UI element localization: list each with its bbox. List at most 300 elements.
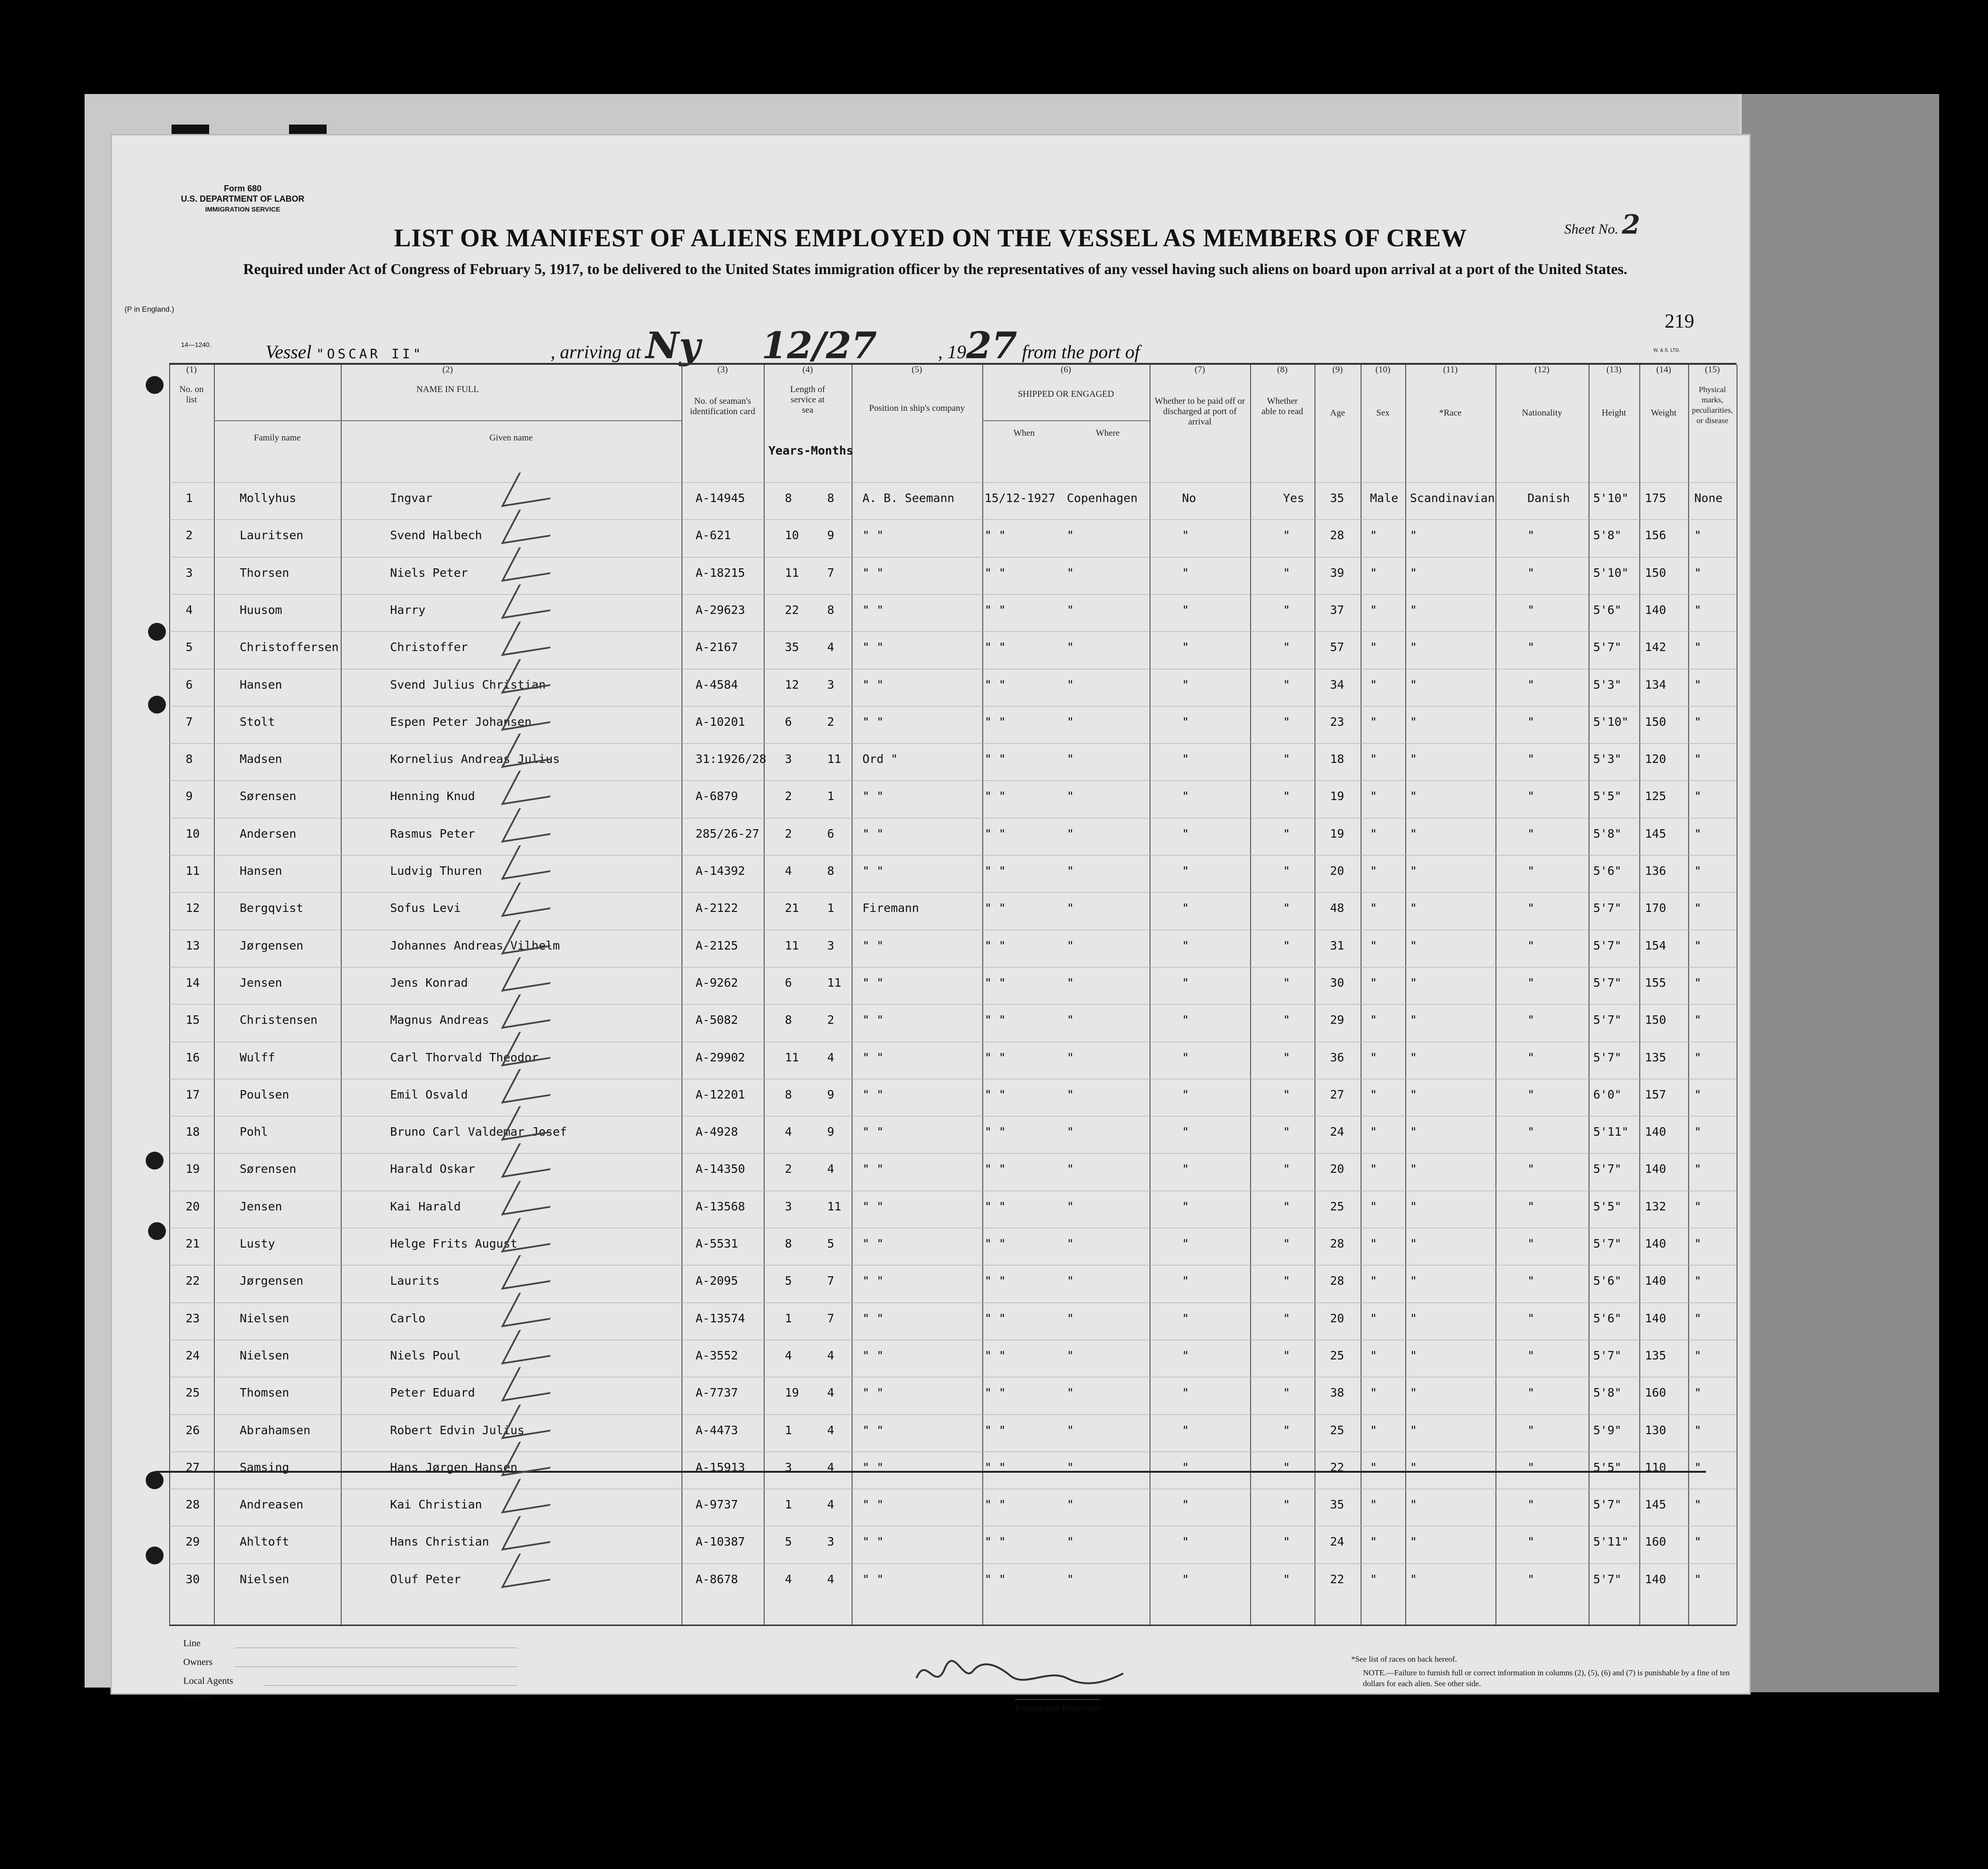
cell-card: A-8678 xyxy=(696,1572,738,1586)
cell-given: Rasmus Peter xyxy=(390,826,475,840)
cell-marks: " xyxy=(1694,1162,1702,1176)
cell-no: 2 xyxy=(186,528,193,542)
cell-nat: " xyxy=(1527,1423,1535,1437)
cell-height: 5'10" xyxy=(1593,715,1629,729)
cell-sex: " xyxy=(1370,640,1378,654)
cell-when: " " xyxy=(985,1274,1006,1288)
cell-where: " xyxy=(1067,752,1074,766)
table-row xyxy=(169,1452,1737,1489)
cell-given: Niels Peter xyxy=(390,565,468,580)
cell-pos: " " xyxy=(862,1199,884,1213)
cell-sex: " xyxy=(1370,1386,1378,1400)
cell-pos: " " xyxy=(862,1050,884,1064)
cell-read: " xyxy=(1283,826,1291,840)
cell-yrs: 3 xyxy=(785,1460,792,1474)
cell-race: " xyxy=(1410,1050,1417,1064)
cell-nat: " xyxy=(1527,1274,1535,1288)
cell-yrs: 1 xyxy=(785,1311,792,1325)
cell-sex: " xyxy=(1370,938,1378,952)
cell-age: 24 xyxy=(1330,1125,1345,1139)
cell-paid: " xyxy=(1182,1535,1190,1549)
cell-no: 23 xyxy=(186,1311,200,1325)
cell-paid: " xyxy=(1182,975,1190,989)
cell-paid: " xyxy=(1182,1386,1190,1400)
cell-nat: " xyxy=(1527,565,1535,580)
cell-card: A-3552 xyxy=(696,1348,738,1362)
cell-weight: 130 xyxy=(1645,1423,1667,1437)
cell-when: " " xyxy=(985,528,1006,542)
cell-no: 27 xyxy=(186,1460,200,1474)
cell-where: " xyxy=(1067,1572,1074,1586)
cell-race: " xyxy=(1410,1386,1417,1400)
cell-pos: " " xyxy=(862,677,884,691)
cell-no: 22 xyxy=(186,1274,200,1288)
cell-yrs: 6 xyxy=(785,975,792,989)
cell-read: " xyxy=(1283,715,1291,729)
cell-mos: 9 xyxy=(827,528,835,542)
cell-mos: 1 xyxy=(827,789,835,803)
table-row xyxy=(169,1116,1737,1154)
cell-pos: " " xyxy=(862,603,884,617)
cell-race: " xyxy=(1410,1460,1417,1474)
cell-family: Andersen xyxy=(240,826,297,840)
cell-read: " xyxy=(1283,1162,1291,1176)
cell-race: " xyxy=(1410,1498,1417,1512)
cell-no: 15 xyxy=(186,1013,200,1027)
cell-nat: " xyxy=(1527,1460,1535,1474)
cell-weight: 140 xyxy=(1645,1237,1667,1250)
header-no: (1) No. on list xyxy=(179,365,204,405)
cell-sex: " xyxy=(1370,1572,1378,1586)
cell-sex: " xyxy=(1370,1460,1378,1474)
cell-weight: 160 xyxy=(1645,1535,1667,1549)
cell-given: Emil Osvald xyxy=(390,1087,468,1101)
cell-height: 5'3" xyxy=(1593,752,1622,766)
table-row xyxy=(169,482,1737,520)
cell-no: 29 xyxy=(186,1535,200,1549)
cell-marks: " xyxy=(1694,603,1702,617)
cell-pos: " " xyxy=(862,1087,884,1101)
cell-marks: " xyxy=(1694,1386,1702,1400)
cell-pos: " " xyxy=(862,528,884,542)
cell-yrs: 10 xyxy=(785,528,799,542)
cell-where: " xyxy=(1067,1386,1074,1400)
cell-sex: " xyxy=(1370,1535,1378,1549)
department: U.S. DEPARTMENT OF LABOR xyxy=(181,194,305,204)
cell-marks: " xyxy=(1694,1498,1702,1512)
table-row xyxy=(169,669,1737,707)
footer-code: 14—1240. xyxy=(183,1695,211,1702)
cell-family: Nielsen xyxy=(240,1311,290,1325)
header-name: (2) NAME IN FULL xyxy=(416,365,479,394)
cell-paid: " xyxy=(1182,1572,1190,1586)
cell-yrs: 22 xyxy=(785,603,799,617)
cell-race: " xyxy=(1410,1348,1417,1362)
cell-given: Jens Konrad xyxy=(390,975,468,989)
cell-given: Hans Jørgen Hansen xyxy=(390,1460,517,1474)
service: IMMIGRATION SERVICE xyxy=(205,205,281,213)
cell-mos: 8 xyxy=(827,864,835,878)
cell-read: " xyxy=(1283,789,1291,803)
cell-paid: " xyxy=(1182,1050,1190,1064)
cell-race: " xyxy=(1410,1535,1417,1549)
cell-weight: 134 xyxy=(1645,677,1667,691)
cell-marks: " xyxy=(1694,789,1702,803)
cell-mos: 4 xyxy=(827,1386,835,1400)
cell-no: 14 xyxy=(186,975,200,989)
cell-paid: " xyxy=(1182,1274,1190,1288)
header-marks: (15) Physical marks, peculiarities, or disease xyxy=(1691,365,1733,425)
cell-family: Pohl xyxy=(240,1125,268,1139)
cell-height: 5'7" xyxy=(1593,938,1622,952)
cell-yrs: 4 xyxy=(785,1348,792,1362)
page-title: LIST OR MANIFEST OF ALIENS EMPLOYED ON THE VESSEL AS MEMBERS OF CREW xyxy=(394,224,1467,252)
arrival-date: 12/27 xyxy=(761,324,877,367)
strike-through xyxy=(155,1471,1706,1473)
cell-yrs: 12 xyxy=(785,677,799,691)
cell-pos: " " xyxy=(862,715,884,729)
cell-given: Harald Oskar xyxy=(390,1162,475,1176)
cell-weight: 135 xyxy=(1645,1348,1667,1362)
cell-mos: 4 xyxy=(827,1460,835,1474)
cell-nat: " xyxy=(1527,528,1535,542)
cell-yrs: 6 xyxy=(785,715,792,729)
cell-race: " xyxy=(1410,1125,1417,1139)
arriving-label: , arriving at xyxy=(550,341,641,362)
check-mark-icon xyxy=(501,465,568,507)
cell-paid: " xyxy=(1182,864,1190,878)
cell-age: 24 xyxy=(1330,1535,1345,1549)
cell-height: 5'7" xyxy=(1593,1013,1622,1027)
table-row xyxy=(169,557,1737,595)
cell-read: " xyxy=(1283,1125,1291,1139)
cell-yrs: 5 xyxy=(785,1274,792,1288)
cell-given: Niels Poul xyxy=(390,1348,461,1362)
cell-sex: " xyxy=(1370,1125,1378,1139)
cell-given: Svend Halbech xyxy=(390,528,482,542)
cell-height: 5'7" xyxy=(1593,1572,1622,1586)
cell-age: 31 xyxy=(1330,938,1345,952)
arriving-port: Ny xyxy=(645,324,701,367)
cell-where: " xyxy=(1067,640,1074,654)
cell-pos: " " xyxy=(862,826,884,840)
cell-race: " xyxy=(1410,565,1417,580)
cell-given: Laurits xyxy=(390,1274,440,1288)
cell-where: " xyxy=(1067,789,1074,803)
cell-sex: " xyxy=(1370,1423,1378,1437)
cell-pos: " " xyxy=(862,1311,884,1325)
cell-mos: 11 xyxy=(827,1199,842,1213)
cell-mos: 7 xyxy=(827,1311,835,1325)
cell-no: 10 xyxy=(186,826,200,840)
cell-age: 20 xyxy=(1330,1311,1345,1325)
cell-pos: " " xyxy=(862,1535,884,1549)
cell-family: Thomsen xyxy=(240,1386,290,1400)
cell-where: " xyxy=(1067,975,1074,989)
cell-height: 5'11" xyxy=(1593,1125,1629,1139)
cell-sex: " xyxy=(1370,677,1378,691)
cell-race: " xyxy=(1410,901,1417,915)
cell-marks: " xyxy=(1694,938,1702,952)
cell-mos: 2 xyxy=(827,1013,835,1027)
cell-family: Mollyhus xyxy=(240,491,297,505)
cell-paid: " xyxy=(1182,1013,1190,1027)
cell-card: A-4584 xyxy=(696,677,738,691)
cell-when: " " xyxy=(985,640,1006,654)
cell-mos: 7 xyxy=(827,1274,835,1288)
cell-no: 5 xyxy=(186,640,193,654)
cell-pos: " " xyxy=(862,1498,884,1512)
cell-no: 21 xyxy=(186,1237,200,1250)
cell-yrs: 5 xyxy=(785,1535,792,1549)
printer-mark: W. & S. LTD. xyxy=(1653,348,1680,353)
cell-age: 30 xyxy=(1330,975,1345,989)
cell-paid: " xyxy=(1182,528,1190,542)
cell-family: Ahltoft xyxy=(240,1535,290,1549)
cell-paid: " xyxy=(1182,1087,1190,1101)
table-row xyxy=(169,780,1737,818)
cell-marks: " xyxy=(1694,1535,1702,1549)
cell-family: Jørgensen xyxy=(240,1274,304,1288)
year-label: , 19 xyxy=(938,341,966,362)
cell-height: 5'7" xyxy=(1593,901,1622,915)
cell-height: 5'7" xyxy=(1593,1498,1622,1512)
cell-race: " xyxy=(1410,826,1417,840)
cell-age: 25 xyxy=(1330,1199,1345,1213)
cell-paid: " xyxy=(1182,603,1190,617)
cell-when: " " xyxy=(985,715,1006,729)
arrival-year: 27 xyxy=(966,324,1017,367)
cell-family: Jensen xyxy=(240,975,282,989)
cell-given: Christoffer xyxy=(390,640,468,654)
cell-height: 5'5" xyxy=(1593,1460,1622,1474)
cell-weight: 150 xyxy=(1645,715,1667,729)
header-sex: (10) Sex xyxy=(1375,365,1391,418)
cell-family: Jensen xyxy=(240,1199,282,1213)
cell-when: 15/12-1927 xyxy=(985,491,1056,505)
cell-sex: " xyxy=(1370,528,1378,542)
cell-no: 19 xyxy=(186,1162,200,1176)
cell-weight: 140 xyxy=(1645,1162,1667,1176)
cell-read: " xyxy=(1283,565,1291,580)
cell-weight: 140 xyxy=(1645,603,1667,617)
cell-paid: " xyxy=(1182,901,1190,915)
header-weight: (14) Weight xyxy=(1651,365,1677,418)
cell-yrs: 2 xyxy=(785,1162,792,1176)
cell-race: " xyxy=(1410,528,1417,542)
cell-race: " xyxy=(1410,1013,1417,1027)
cell-yrs: 35 xyxy=(785,640,799,654)
cell-weight: 136 xyxy=(1645,864,1667,878)
cell-where: " xyxy=(1067,826,1074,840)
cell-card: A-29902 xyxy=(696,1050,745,1064)
cell-family: Sørensen xyxy=(240,789,297,803)
cell-no: 9 xyxy=(186,789,193,803)
from-label: from the port of xyxy=(1022,341,1140,362)
cell-marks: " xyxy=(1694,975,1702,989)
cell-card: A-4928 xyxy=(696,1125,738,1139)
cell-yrs: 19 xyxy=(785,1386,799,1400)
cell-pos: " " xyxy=(862,975,884,989)
cell-paid: " xyxy=(1182,677,1190,691)
cell-mos: 1 xyxy=(827,901,835,915)
header-age: (9) Age xyxy=(1330,365,1345,418)
cell-yrs: 1 xyxy=(785,1498,792,1512)
cell-marks: " xyxy=(1694,1087,1702,1101)
cell-weight: 155 xyxy=(1645,975,1667,989)
cell-no: 11 xyxy=(186,864,200,878)
header-where: Where xyxy=(1096,428,1120,438)
table-row xyxy=(169,892,1737,930)
cell-read: " xyxy=(1283,1498,1291,1512)
cell-weight: 175 xyxy=(1645,491,1667,505)
cell-given: Carlo xyxy=(390,1311,426,1325)
cell-nat: " xyxy=(1527,1498,1535,1512)
cell-height: 5'7" xyxy=(1593,975,1622,989)
cell-when: " " xyxy=(985,1050,1006,1064)
cell-weight: 160 xyxy=(1645,1386,1667,1400)
table-row xyxy=(169,1303,1737,1340)
cell-mos: 11 xyxy=(827,752,842,766)
cell-pos: " " xyxy=(862,640,884,654)
table-row xyxy=(169,930,1737,967)
cell-where: " xyxy=(1067,901,1074,915)
cell-sex: " xyxy=(1370,752,1378,766)
cell-when: " " xyxy=(985,1460,1006,1474)
cell-race: " xyxy=(1410,789,1417,803)
cell-age: 48 xyxy=(1330,901,1345,915)
cell-height: 5'7" xyxy=(1593,1050,1622,1064)
cell-where: " xyxy=(1067,1423,1074,1437)
cell-card: A-5531 xyxy=(696,1237,738,1250)
cell-age: 35 xyxy=(1330,491,1345,505)
cell-mos: 4 xyxy=(827,1050,835,1064)
header-given: Given name xyxy=(489,433,533,443)
cell-age: 39 xyxy=(1330,565,1345,580)
cell-marks: " xyxy=(1694,565,1702,580)
header-shipped: (6) SHIPPED OR ENGAGED xyxy=(1017,365,1114,399)
cell-race: " xyxy=(1410,1274,1417,1288)
cell-read: " xyxy=(1283,677,1291,691)
cell-paid: " xyxy=(1182,789,1190,803)
cell-mos: 4 xyxy=(827,640,835,654)
table-row xyxy=(169,1079,1737,1116)
table-row xyxy=(169,818,1737,856)
cell-given: Kai Christian xyxy=(390,1498,482,1512)
cell-pos: " " xyxy=(862,789,884,803)
cell-marks: " xyxy=(1694,826,1702,840)
cell-read: " xyxy=(1283,864,1291,878)
cell-when: " " xyxy=(985,938,1006,952)
cell-sex: " xyxy=(1370,1162,1378,1176)
punch-hole xyxy=(148,1222,166,1240)
binder-tab xyxy=(289,125,327,134)
cell-pos: " " xyxy=(862,1125,884,1139)
cell-marks: " xyxy=(1694,1237,1702,1250)
cell-nat: " xyxy=(1527,640,1535,654)
cell-nat: " xyxy=(1527,1386,1535,1400)
table-row xyxy=(169,1563,1737,1601)
cell-yrs: 8 xyxy=(785,1237,792,1250)
cell-age: 36 xyxy=(1330,1050,1345,1064)
binder-edge xyxy=(1739,94,1939,1692)
cell-when: " " xyxy=(985,1311,1006,1325)
cell-height: 5'7" xyxy=(1593,640,1622,654)
cell-marks: " xyxy=(1694,1311,1702,1325)
requirement-text: Required under Act of Congress of February 5, 1917, to be delivered to the United States immigration officer by the representatives of any vessel having such aliens on board upon arrival at a port of the United States. xyxy=(243,260,1628,277)
cell-read: " xyxy=(1283,901,1291,915)
cell-race: " xyxy=(1410,1162,1417,1176)
cell-height: 6'0" xyxy=(1593,1087,1622,1101)
header-read: (8) Whether able to read xyxy=(1261,365,1303,416)
cell-card: A-6879 xyxy=(696,789,738,803)
cell-mos: 3 xyxy=(827,677,835,691)
cell-family: Wulff xyxy=(240,1050,275,1064)
cell-family: Nielsen xyxy=(240,1348,290,1362)
cell-marks: " xyxy=(1694,1125,1702,1139)
cell-age: 19 xyxy=(1330,826,1345,840)
cell-height: 5'5" xyxy=(1593,789,1622,803)
cell-marks: " xyxy=(1694,1274,1702,1288)
cell-height: 5'6" xyxy=(1593,1311,1622,1325)
cell-nat: " xyxy=(1527,677,1535,691)
table-row xyxy=(169,1414,1737,1452)
cell-mos: 6 xyxy=(827,826,835,840)
cell-nat: " xyxy=(1527,1237,1535,1250)
cell-family: Hansen xyxy=(240,864,282,878)
cell-height: 5'6" xyxy=(1593,1274,1622,1288)
cell-where: " xyxy=(1067,1311,1074,1325)
cell-nat: " xyxy=(1527,975,1535,989)
cell-pos: " " xyxy=(862,1423,884,1437)
cell-pos: " " xyxy=(862,938,884,952)
cell-given: Ingvar xyxy=(390,491,433,505)
cell-paid: " xyxy=(1182,565,1190,580)
cell-where: " xyxy=(1067,1013,1074,1027)
cell-no: 25 xyxy=(186,1386,200,1400)
cell-family: Abrahamsen xyxy=(240,1423,311,1437)
cell-card: A-13568 xyxy=(696,1199,745,1213)
cell-weight: 140 xyxy=(1645,1274,1667,1288)
cell-when: " " xyxy=(985,603,1006,617)
cell-age: 20 xyxy=(1330,1162,1345,1176)
cell-card: A-14392 xyxy=(696,864,745,878)
cell-marks: " xyxy=(1694,677,1702,691)
cell-read: " xyxy=(1283,1087,1291,1101)
cell-read: " xyxy=(1283,1050,1291,1064)
cell-mos: 3 xyxy=(827,938,835,952)
punch-hole xyxy=(146,1152,164,1170)
cell-yrs: 8 xyxy=(785,1087,792,1101)
cell-weight: 156 xyxy=(1645,528,1667,542)
table-row xyxy=(169,1377,1737,1414)
cell-age: 28 xyxy=(1330,1237,1345,1250)
cell-given: Hans Christian xyxy=(390,1535,489,1549)
cell-paid: " xyxy=(1182,640,1190,654)
cell-nat: " xyxy=(1527,901,1535,915)
cell-paid: " xyxy=(1182,938,1190,952)
cell-no: 20 xyxy=(186,1199,200,1213)
cell-sex: " xyxy=(1370,1311,1378,1325)
cell-card: A-29623 xyxy=(696,603,745,617)
cell-mos: 9 xyxy=(827,1125,835,1139)
cell-sex: " xyxy=(1370,1087,1378,1101)
table-row xyxy=(169,706,1737,744)
cell-height: 5'10" xyxy=(1593,565,1629,580)
cell-yrs: 8 xyxy=(785,1013,792,1027)
cell-card: A-14945 xyxy=(696,491,745,505)
cell-age: 18 xyxy=(1330,752,1345,766)
